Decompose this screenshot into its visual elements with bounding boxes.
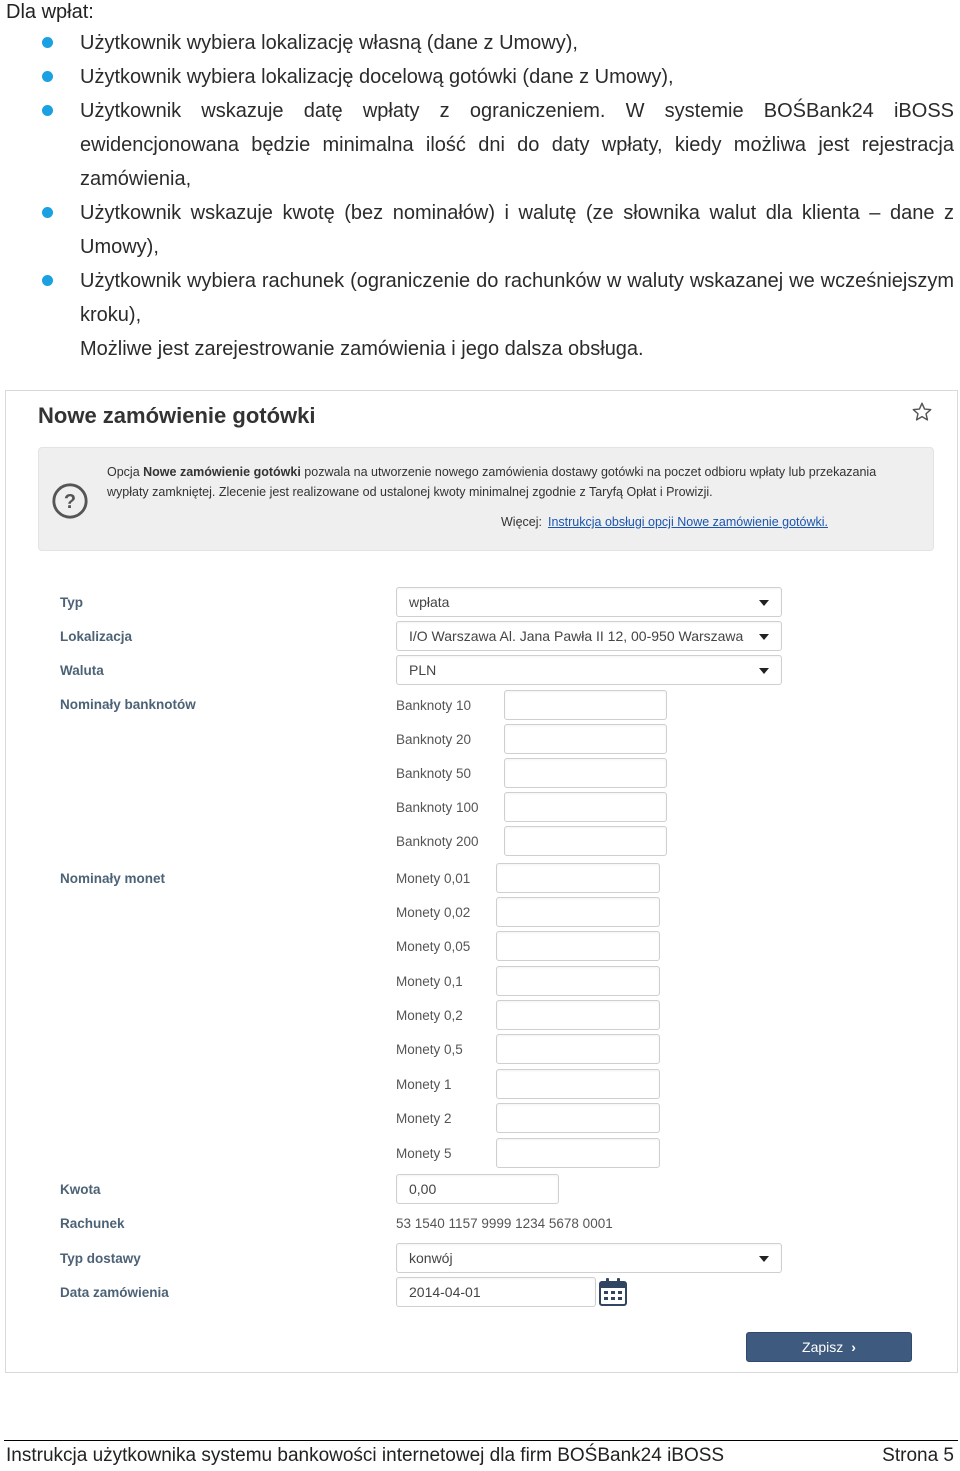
amount-input[interactable]: 0,00 — [396, 1174, 559, 1204]
svg-text:?: ? — [63, 491, 77, 514]
coin-0-01-input[interactable] — [496, 863, 660, 893]
coin-1-input[interactable] — [496, 1069, 660, 1099]
currency-label: Waluta — [60, 663, 104, 678]
banknote-10-input[interactable] — [504, 690, 667, 720]
bullet-dot-icon — [42, 105, 53, 116]
bullet-text: Użytkownik wskazuje datę wpłaty z ograniczeniem. W systemie BOŚBank24 iBOSS ewidencjonowana będzie minimalna ilość dni do daty wpłaty, kiedy możliwa jest rejestracja zamówienia, — [80, 100, 954, 190]
order-form-panel — [5, 390, 958, 1373]
coin-0-5-input[interactable] — [496, 1034, 660, 1064]
save-button[interactable]: Zapisz › — [746, 1332, 912, 1362]
order-date-label: Data zamówienia — [60, 1285, 169, 1300]
coin-0-5-label: Monety 0,5 — [396, 1042, 463, 1057]
coin-2-input[interactable] — [496, 1103, 660, 1133]
coin-0-2-label: Monety 0,2 — [396, 1008, 463, 1023]
order-date-input[interactable]: 2014-04-01 — [396, 1277, 596, 1307]
bullet-item — [0, 60, 960, 94]
coin-5-input[interactable] — [496, 1138, 660, 1168]
coin-0-1-input[interactable] — [496, 966, 660, 996]
caret-down-icon — [759, 668, 769, 674]
calendar-icon[interactable] — [598, 1277, 628, 1307]
delivery-type-label: Typ dostawy — [60, 1251, 141, 1266]
currency-select[interactable]: PLN — [396, 655, 782, 685]
info-option-name: Nowe zamówienie gotówki — [143, 465, 301, 479]
amount-label: Kwota — [60, 1182, 101, 1197]
bullet-item — [0, 26, 960, 60]
instruction-link[interactable]: Instrukcja obsługi opcji Nowe zamówienie gotówki. — [547, 515, 828, 529]
panel-title: Nowe zamówienie gotówki — [38, 403, 316, 428]
banknote-20-label: Banknoty 20 — [396, 732, 472, 747]
coin-0-2-input[interactable] — [496, 1000, 660, 1030]
banknote-100-input[interactable] — [504, 792, 667, 822]
account-label: Rachunek — [60, 1216, 125, 1231]
info-more — [501, 512, 828, 532]
type-select[interactable]: wpłata — [396, 587, 782, 617]
coin-0-01-label: Monety 0,01 — [396, 871, 471, 886]
banknote-200-label: Banknoty 200 — [396, 834, 479, 849]
banknote-100-label: Banknoty 100 — [396, 800, 479, 815]
bullet-dot-icon — [42, 71, 53, 82]
banknotes-label: Nominały banknotów — [60, 697, 196, 712]
bullet-list — [0, 26, 960, 366]
coins-label: Nominały monet — [60, 871, 166, 886]
location-select[interactable]: I/O Warszawa Al. Jana Pawła II 12, 00-950 Warszawa — [396, 621, 782, 651]
star-icon[interactable] — [911, 401, 933, 423]
footer-title: Instrukcja użytkownika systemu bankowości internetowej dla firm BOŚBank24 iBOSS — [6, 1445, 725, 1466]
bullet-text: Użytkownik wybiera lokalizację własną (dane z Umowy), — [80, 32, 578, 54]
banknote-50-label: Banknoty 50 — [396, 766, 472, 781]
bullet-item — [0, 264, 960, 332]
coin-0-05-input[interactable] — [496, 931, 660, 961]
info-text: Opcja Nowe zamówienie gotówki pozwala na utworzenie nowego zamówienia dostawy gotówki na poczet odbioru wpłaty lub przekazania wypłaty zamkniętej. Zlecenie jest realizowane od ustalonej kwoty minimalnej zgodnie z Taryfą Opłat i Prowizji. — [107, 465, 877, 499]
bullet-text: Użytkownik wybiera lokalizację docelową gotówki (dane z Umowy), — [80, 66, 674, 88]
question-circle-icon — [51, 482, 89, 520]
bullet-item — [0, 196, 960, 264]
banknote-10-label: Banknoty 10 — [396, 698, 472, 713]
info-more-label: Więcej: — [501, 515, 542, 529]
coin-0-02-input[interactable] — [496, 897, 660, 927]
coin-1-label: Monety 1 — [396, 1077, 452, 1092]
delivery-type-select[interactable]: konwój — [396, 1243, 782, 1273]
caret-down-icon — [759, 634, 769, 640]
chevron-right-icon: › — [851, 1339, 856, 1355]
account-number: 53 1540 1157 9999 1234 5678 0001 — [396, 1216, 613, 1231]
coin-0-1-label: Monety 0,1 — [396, 974, 463, 989]
banknote-20-input[interactable] — [504, 724, 667, 754]
coin-5-label: Monety 5 — [396, 1146, 452, 1161]
bullet-dot-icon — [42, 275, 53, 286]
bullet-text: Użytkownik wskazuje kwotę (bez nominałów) i walutę (ze słownika walut dla klienta – dane z Umowy), — [80, 202, 954, 258]
coin-2-label: Monety 2 — [396, 1111, 452, 1126]
closing-text: Możliwe jest zarejestrowanie zamówienia i jego dalsza obsługa. — [80, 338, 644, 360]
coin-0-05-label: Monety 0,05 — [396, 939, 471, 954]
caret-down-icon — [759, 600, 769, 606]
bullet-dot-icon — [42, 37, 53, 48]
bullet-text: Użytkownik wybiera rachunek (ograniczenie do rachunków w waluty wskazanej we wcześniejszym kroku), — [80, 270, 954, 326]
type-label: Typ — [60, 595, 83, 610]
bullet-dot-icon — [42, 207, 53, 218]
location-label: Lokalizacja — [60, 629, 133, 644]
coin-0-02-label: Monety 0,02 — [396, 905, 471, 920]
page-number: Strona 5 — [882, 1445, 954, 1466]
banknote-200-input[interactable] — [504, 826, 667, 856]
caret-down-icon — [759, 1256, 769, 1262]
section-heading: Dla wpłat: — [6, 1, 94, 23]
bullet-item — [0, 94, 960, 196]
footer-divider — [4, 1440, 958, 1441]
info-box — [38, 447, 934, 551]
banknote-50-input[interactable] — [504, 758, 667, 788]
